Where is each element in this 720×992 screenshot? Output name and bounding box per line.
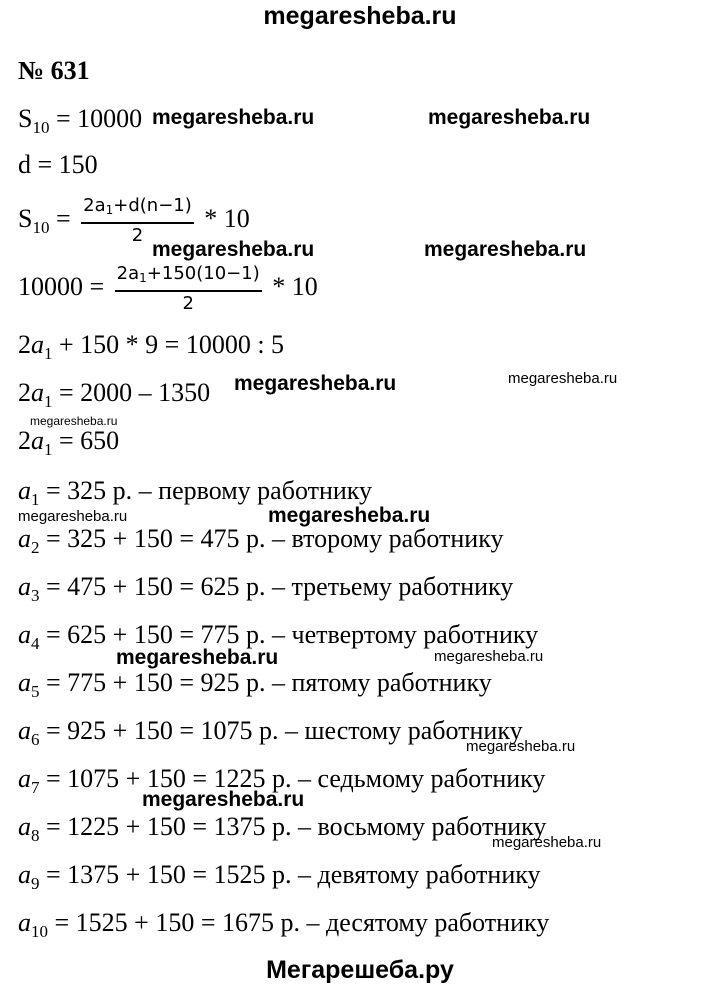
formula-numerator: 2a1+d(n−1): [81, 196, 194, 224]
step-line: $2a_1 + 150 * 9 = 10000$ : 5: [18, 330, 285, 363]
site-header: megaresheba.ru: [263, 2, 457, 30]
worker-line: $a_2 = 325 + 150 = 475$ р. – второму работнику: [18, 524, 504, 557]
substitution-fraction: [115, 264, 262, 314]
worker-line: $a_6 = 925 + 150 = 1075$ р. – шестому работнику: [18, 716, 523, 749]
site-footer: Мегарешеба.ру: [266, 956, 454, 984]
watermark: megaresheba.ru: [18, 508, 128, 525]
formula-tail: * 10: [197, 203, 250, 233]
substitution-numerator: 2a1+150(10−1): [115, 264, 262, 292]
watermark: megaresheba.ru: [492, 834, 602, 851]
watermark: megaresheba.ru: [424, 238, 587, 261]
problem-number: № 631: [18, 56, 90, 85]
formula-lhs-subscript: 10: [32, 217, 50, 237]
watermark: megaresheba.ru: [152, 238, 315, 261]
given-sum-line: [18, 104, 142, 143]
worker-line: $a_4 = 625 + 150 = 775$ р. – четвертому работнику: [18, 620, 539, 653]
sum-value: = 10000: [49, 104, 143, 133]
formula-lhs: S: [18, 203, 33, 233]
watermark: megaresheba.ru: [142, 788, 305, 811]
worker-line: $a_5 = 775 + 150 = 925$ р. – пятому работнику: [18, 668, 492, 701]
formula-eq: =: [49, 203, 78, 233]
sum-subscript: 10: [32, 118, 50, 137]
substitution-denominator: 2: [182, 293, 194, 314]
worker-line: $a_9 = 1375 + 150 = 1525$ р. – девятому работнику: [18, 860, 541, 893]
watermark: megaresheba.ru: [234, 372, 397, 395]
substitution-lhs: 10000 =: [18, 271, 111, 301]
worker-line: $a_{10} = 1525 + 150 = 1675$ р. – десятому работнику: [18, 908, 550, 941]
watermark: megaresheba.ru: [116, 646, 279, 669]
watermark: megaresheba.ru: [268, 504, 431, 527]
given-difference-line: d = 150: [18, 150, 98, 179]
step-line: $2a_1 = 2000 - 1350$: [18, 378, 211, 411]
worker-line: $a_1 = 325$ р. – первому работнику: [18, 476, 373, 509]
watermark: megaresheba.ru: [152, 106, 315, 129]
worker-line: $a_7 = 1075 + 150 = 1225$ р. – седьмому работнику: [18, 764, 546, 797]
substitution-tail: * 10: [265, 271, 318, 301]
watermark: megaresheba.ru: [466, 738, 576, 755]
watermark: megaresheba.ru: [30, 414, 118, 428]
watermark: megaresheba.ru: [434, 648, 544, 665]
worker-line: $a_8 = 1225 + 150 = 1375$ р. – восьмому работнику: [18, 812, 547, 845]
step-line: $2a_1 = 650$: [18, 426, 120, 459]
sum-symbol: S: [18, 104, 33, 133]
watermark: megaresheba.ru: [508, 370, 618, 387]
watermark: megaresheba.ru: [428, 106, 591, 129]
substitution-line: [18, 264, 318, 314]
formula-denominator: 2: [131, 225, 144, 246]
worker-line: $a_3 = 475 + 150 = 625$ р. – третьему работнику: [18, 572, 514, 605]
